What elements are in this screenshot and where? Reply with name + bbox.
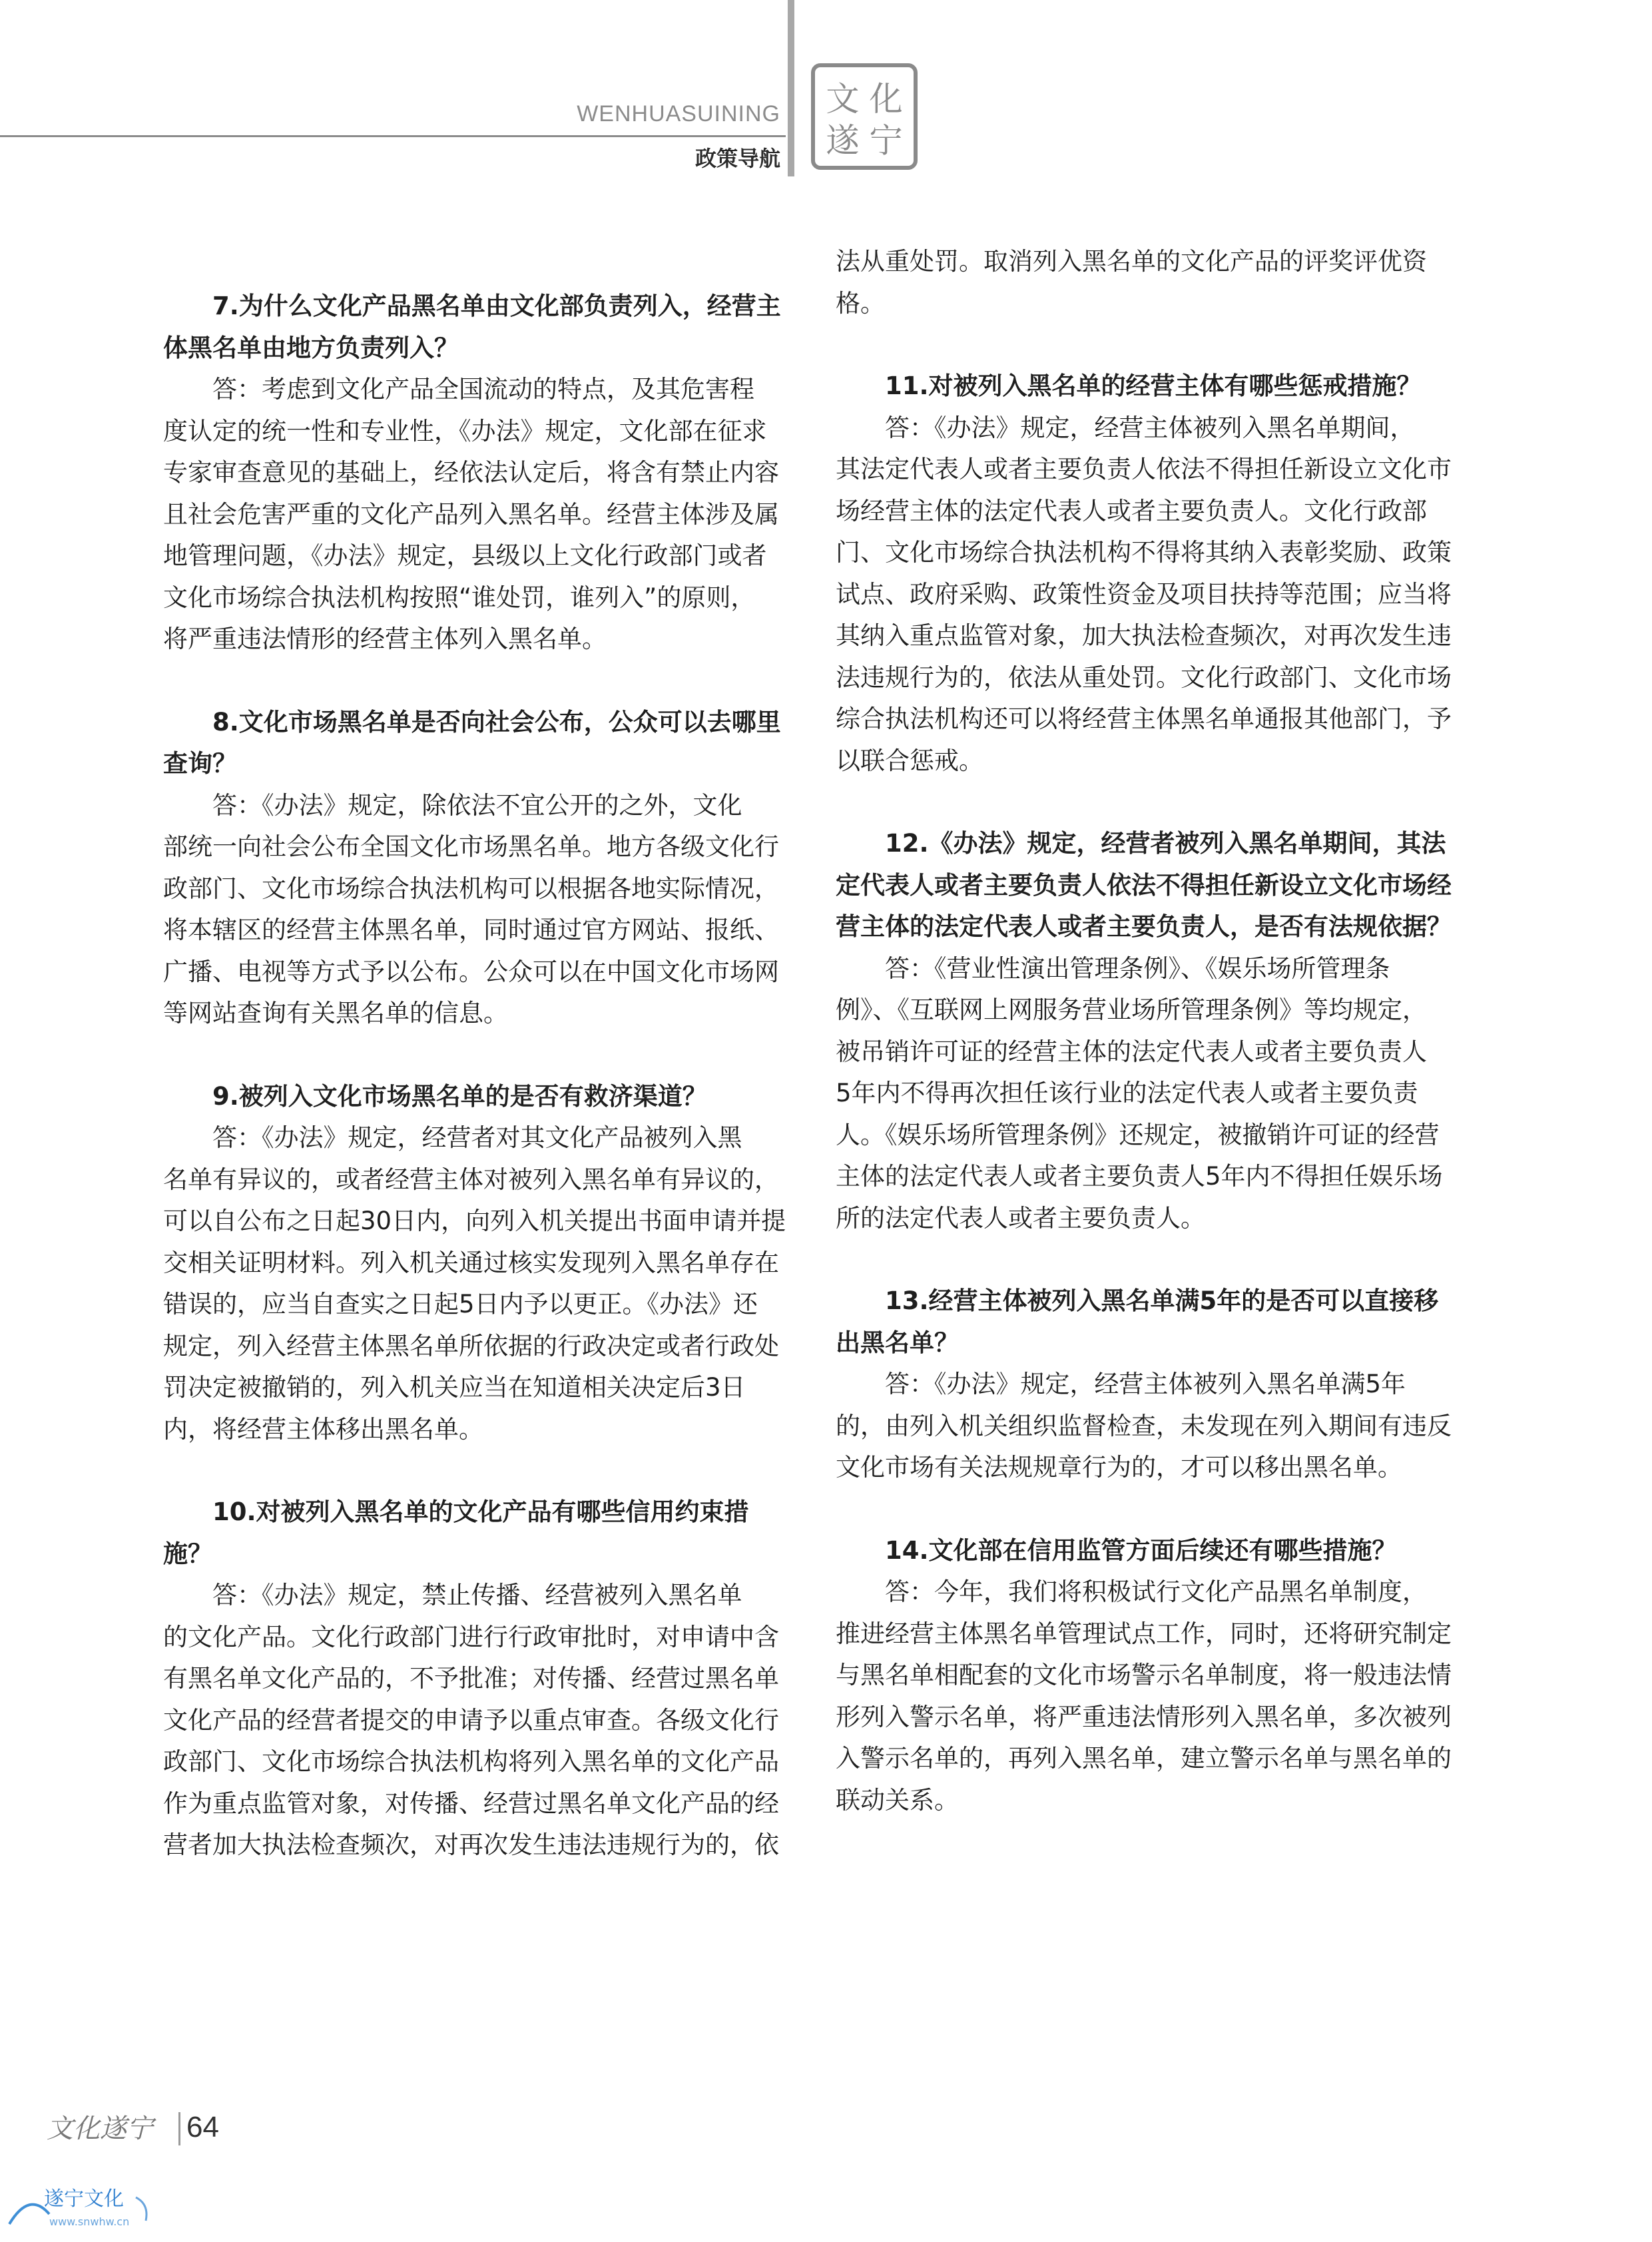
answer-text: 规定，列入经营主体黑名单所依据的行政决定或者行政处 bbox=[163, 1331, 779, 1360]
question-title: 11.对被列入黑名单的经营主体有哪些惩戒措施？ bbox=[885, 372, 1422, 400]
header-title-en: WENHUASUINING bbox=[577, 101, 780, 127]
section-title: 政策导航 bbox=[694, 146, 780, 171]
question-title: 施？ bbox=[163, 1539, 212, 1568]
answer-text: 政部门、文化市场综合执法机构将列入黑名单的文化产品 bbox=[163, 1747, 779, 1776]
answer-text: 答：今年，我们将积极试行文化产品黑名单制度， bbox=[885, 1577, 1427, 1606]
answer-text: 答：《办法》规定，经营主体被列入黑名单期间， bbox=[885, 413, 1415, 442]
answer-text: 且社会危害严重的文化产品列入黑名单。经营主体涉及属 bbox=[163, 499, 779, 529]
answer-text: 主体的法定代表人或者主要负责人5年内不得担任娱乐场 bbox=[836, 1162, 1443, 1191]
answer-text: 可以自公布之日起30日内，向列入机关提出书面申请并提 bbox=[163, 1207, 786, 1235]
answer-text: 综合执法机构还可以将经营主体黑名单通报其他部门，予 bbox=[836, 704, 1452, 733]
answer-text: 有黑名单文化产品的，不予批准；对传播、经营过黑名单 bbox=[163, 1664, 779, 1693]
answer-text: 名单有异议的，或者经营主体对被列入黑名单有异议的， bbox=[163, 1165, 779, 1194]
header-rule bbox=[0, 135, 786, 137]
answer-text: 作为重点监管对象，对传播、经营过黑名单文化产品的经 bbox=[163, 1789, 779, 1818]
answer-text: 营者加大执法检查频次，对再次发生违法违规行为的，依 bbox=[163, 1830, 779, 1859]
answer-text: 试点、政府采购、政策性资金及项目扶持等范围；应当将 bbox=[836, 579, 1452, 609]
answer-text: 的，由列入机关组织监督检查，未发现在列入期间有违反 bbox=[836, 1411, 1452, 1440]
paragraph-gap bbox=[163, 661, 909, 702]
answer-text: 答：《办法》规定，禁止传播、经营被列入黑名单 bbox=[212, 1581, 742, 1609]
answer-text: 等网站查询有关黑名单的信息。 bbox=[163, 999, 508, 1027]
answer-text: 所的法定代表人或者主要负责人。 bbox=[836, 1203, 1205, 1233]
svg-text:遂: 遂 bbox=[826, 121, 860, 160]
question-title: 14.文化部在信用监管方面后续还有哪些措施？ bbox=[885, 1536, 1397, 1565]
svg-text:宁: 宁 bbox=[869, 121, 903, 160]
paragraph-gap bbox=[163, 243, 909, 286]
question-title: 8.文化市场黑名单是否向社会公布，公众可以去哪里 bbox=[212, 707, 781, 736]
answer-text: 例》、《互联网上网服务营业场所管理条例》等均规定， bbox=[836, 995, 1427, 1024]
answer-text: 内，将经营主体移出黑名单。 bbox=[163, 1414, 483, 1444]
svg-text:文: 文 bbox=[826, 79, 860, 119]
answer-text: 5年内不得再次担任该行业的法定代表人或者主要负责 bbox=[836, 1079, 1418, 1107]
paragraph-gap bbox=[836, 1239, 1581, 1280]
answer-text: 度认定的统一性和专业性，《办法》规定，文化部在征求 bbox=[163, 416, 767, 445]
answer-text: 答：《办法》规定，除依法不宜公开的之外，文化 bbox=[212, 790, 742, 820]
answer-text: 政部门、文化市场综合执法机构可以根据各地实际情况， bbox=[163, 874, 779, 903]
paragraph-gap bbox=[163, 1450, 909, 1492]
footer-logo bbox=[47, 2109, 163, 2144]
header-vertical-bar bbox=[788, 0, 794, 176]
question-title: 出黑名单？ bbox=[836, 1328, 959, 1357]
question-title: 营主体的法定代表人或者主要负责人，是否有法规依据？ bbox=[836, 912, 1452, 941]
answer-text: 入警示名单的，再列入黑名单，建立警示名单与黑名单的 bbox=[836, 1744, 1452, 1773]
svg-text:化: 化 bbox=[869, 79, 903, 119]
paragraph-gap bbox=[836, 1489, 1581, 1530]
answer-text: 广播、电视等方式予以公布。公众可以在中国文化市场网 bbox=[163, 957, 779, 986]
answer-text: 将严重违法情形的经营主体列入黑名单。 bbox=[163, 625, 607, 653]
footer-separator bbox=[178, 2112, 180, 2145]
answer-text: 与黑名单相配套的文化市场警示名单制度，将一般违法情 bbox=[836, 1661, 1452, 1689]
question-title: 13.经营主体被列入黑名单满5年的是否可以直接移 bbox=[885, 1286, 1439, 1315]
answer-text: 其法定代表人或者主要负责人依法不得担任新设立文化市 bbox=[836, 455, 1452, 483]
answer-text: 形列入警示名单，将严重违法情形列入黑名单，多次被列 bbox=[836, 1702, 1452, 1731]
answer-text: 将本辖区的经营主体黑名单，同时通过官方网站、报纸、 bbox=[163, 916, 779, 944]
answer-text: 法违规行为的，依法从重处罚。文化行政部门、文化市场 bbox=[836, 663, 1452, 692]
answer-text: 部统一向社会公布全国文化市场黑名单。地方各级文化行 bbox=[163, 832, 779, 861]
answer-text: 罚决定被撤销的，列入机关应当在知道相关决定后3日 bbox=[163, 1373, 746, 1402]
answer-text: 人。《娱乐场所管理条例》还规定，被撤销许可证的经营 bbox=[836, 1120, 1440, 1149]
right-column bbox=[836, 241, 1581, 1821]
svg-text:遂宁文化: 遂宁文化 bbox=[44, 2187, 124, 2211]
answer-text: 答：《办法》规定，经营者对其文化产品被列入黑 bbox=[212, 1123, 742, 1152]
question-title: 查询？ bbox=[163, 749, 237, 778]
answer-text: 答：《办法》规定，经营主体被列入黑名单满5年 bbox=[885, 1370, 1406, 1398]
svg-text:www.snwhw.cn: www.snwhw.cn bbox=[49, 2215, 130, 2228]
paragraph-gap bbox=[836, 324, 1581, 366]
answer-text: 联动关系。 bbox=[836, 1785, 959, 1815]
answer-text: 错误的，应当自查实之日起5日内予以更正。《办法》还 bbox=[163, 1290, 758, 1318]
question-title: 体黑名单由地方负责列入？ bbox=[163, 333, 459, 362]
answer-text: 的文化产品。文化行政部门进行行政审批时，对申请中含 bbox=[163, 1622, 779, 1651]
answer-text: 以联合惩戒。 bbox=[836, 746, 983, 775]
paragraph-gap bbox=[163, 1035, 909, 1076]
question-title: 12.《办法》规定，经营者被列入黑名单期间，其法 bbox=[885, 829, 1446, 858]
answer-continuation: 法从重处罚。取消列入黑名单的文化产品的评奖评优资 bbox=[836, 247, 1427, 276]
svg-text:文化遂宁: 文化遂宁 bbox=[47, 2113, 153, 2144]
answer-text: 其纳入重点监管对象，加大执法检查频次，对再次发生违 bbox=[836, 621, 1452, 650]
answer-text: 地管理问题，《办法》规定，县级以上文化行政部门或者 bbox=[163, 541, 767, 570]
answer-text: 专家审查意见的基础上，经依法认定后，将含有禁止内容 bbox=[163, 458, 779, 487]
answer-continuation: 格。 bbox=[836, 288, 885, 318]
answer-text: 交相关证明材料。列入机关通过核实发现列入黑名单存在 bbox=[163, 1248, 779, 1277]
answer-text: 被吊销许可证的经营主体的法定代表人或者主要负责人 bbox=[836, 1037, 1427, 1066]
page-number: 64 bbox=[186, 2111, 219, 2143]
question-title: 9.被列入文化市场黑名单的是否有救济渠道？ bbox=[212, 1081, 707, 1111]
answer-text: 门、文化市场综合执法机构不得将其纳入表彰奖励、政策 bbox=[836, 538, 1452, 567]
question-title: 10.对被列入黑名单的文化产品有哪些信用约束措 bbox=[212, 1498, 749, 1526]
question-title: 7.为什么文化产品黑名单由文化部负责列入，经营主 bbox=[212, 292, 781, 320]
answer-text: 答：考虑到文化产品全国流动的特点，及其危害程 bbox=[212, 375, 754, 404]
left-column bbox=[163, 243, 909, 1866]
watermark-logo bbox=[3, 2177, 176, 2237]
answer-text: 文化市场综合执法机构按照“谁处罚，谁列入”的原则， bbox=[163, 583, 756, 612]
answer-text: 文化市场有关法规规章行为的，才可以移出黑名单。 bbox=[836, 1453, 1402, 1482]
answer-text: 场经营主体的法定代表人或者主要负责人。文化行政部 bbox=[836, 496, 1427, 525]
answer-text: 推进经营主体黑名单管理试点工作，同时，还将研究制定 bbox=[836, 1619, 1452, 1648]
answer-text: 答：《营业性演出管理条例》、《娱乐场所管理条 bbox=[885, 954, 1390, 983]
seal-logo bbox=[811, 63, 918, 170]
paragraph-gap bbox=[836, 782, 1581, 823]
question-title: 定代表人或者主要负责人依法不得担任新设立文化市场经 bbox=[836, 870, 1452, 900]
answer-text: 文化产品的经营者提交的申请予以重点审查。各级文化行 bbox=[163, 1705, 779, 1735]
